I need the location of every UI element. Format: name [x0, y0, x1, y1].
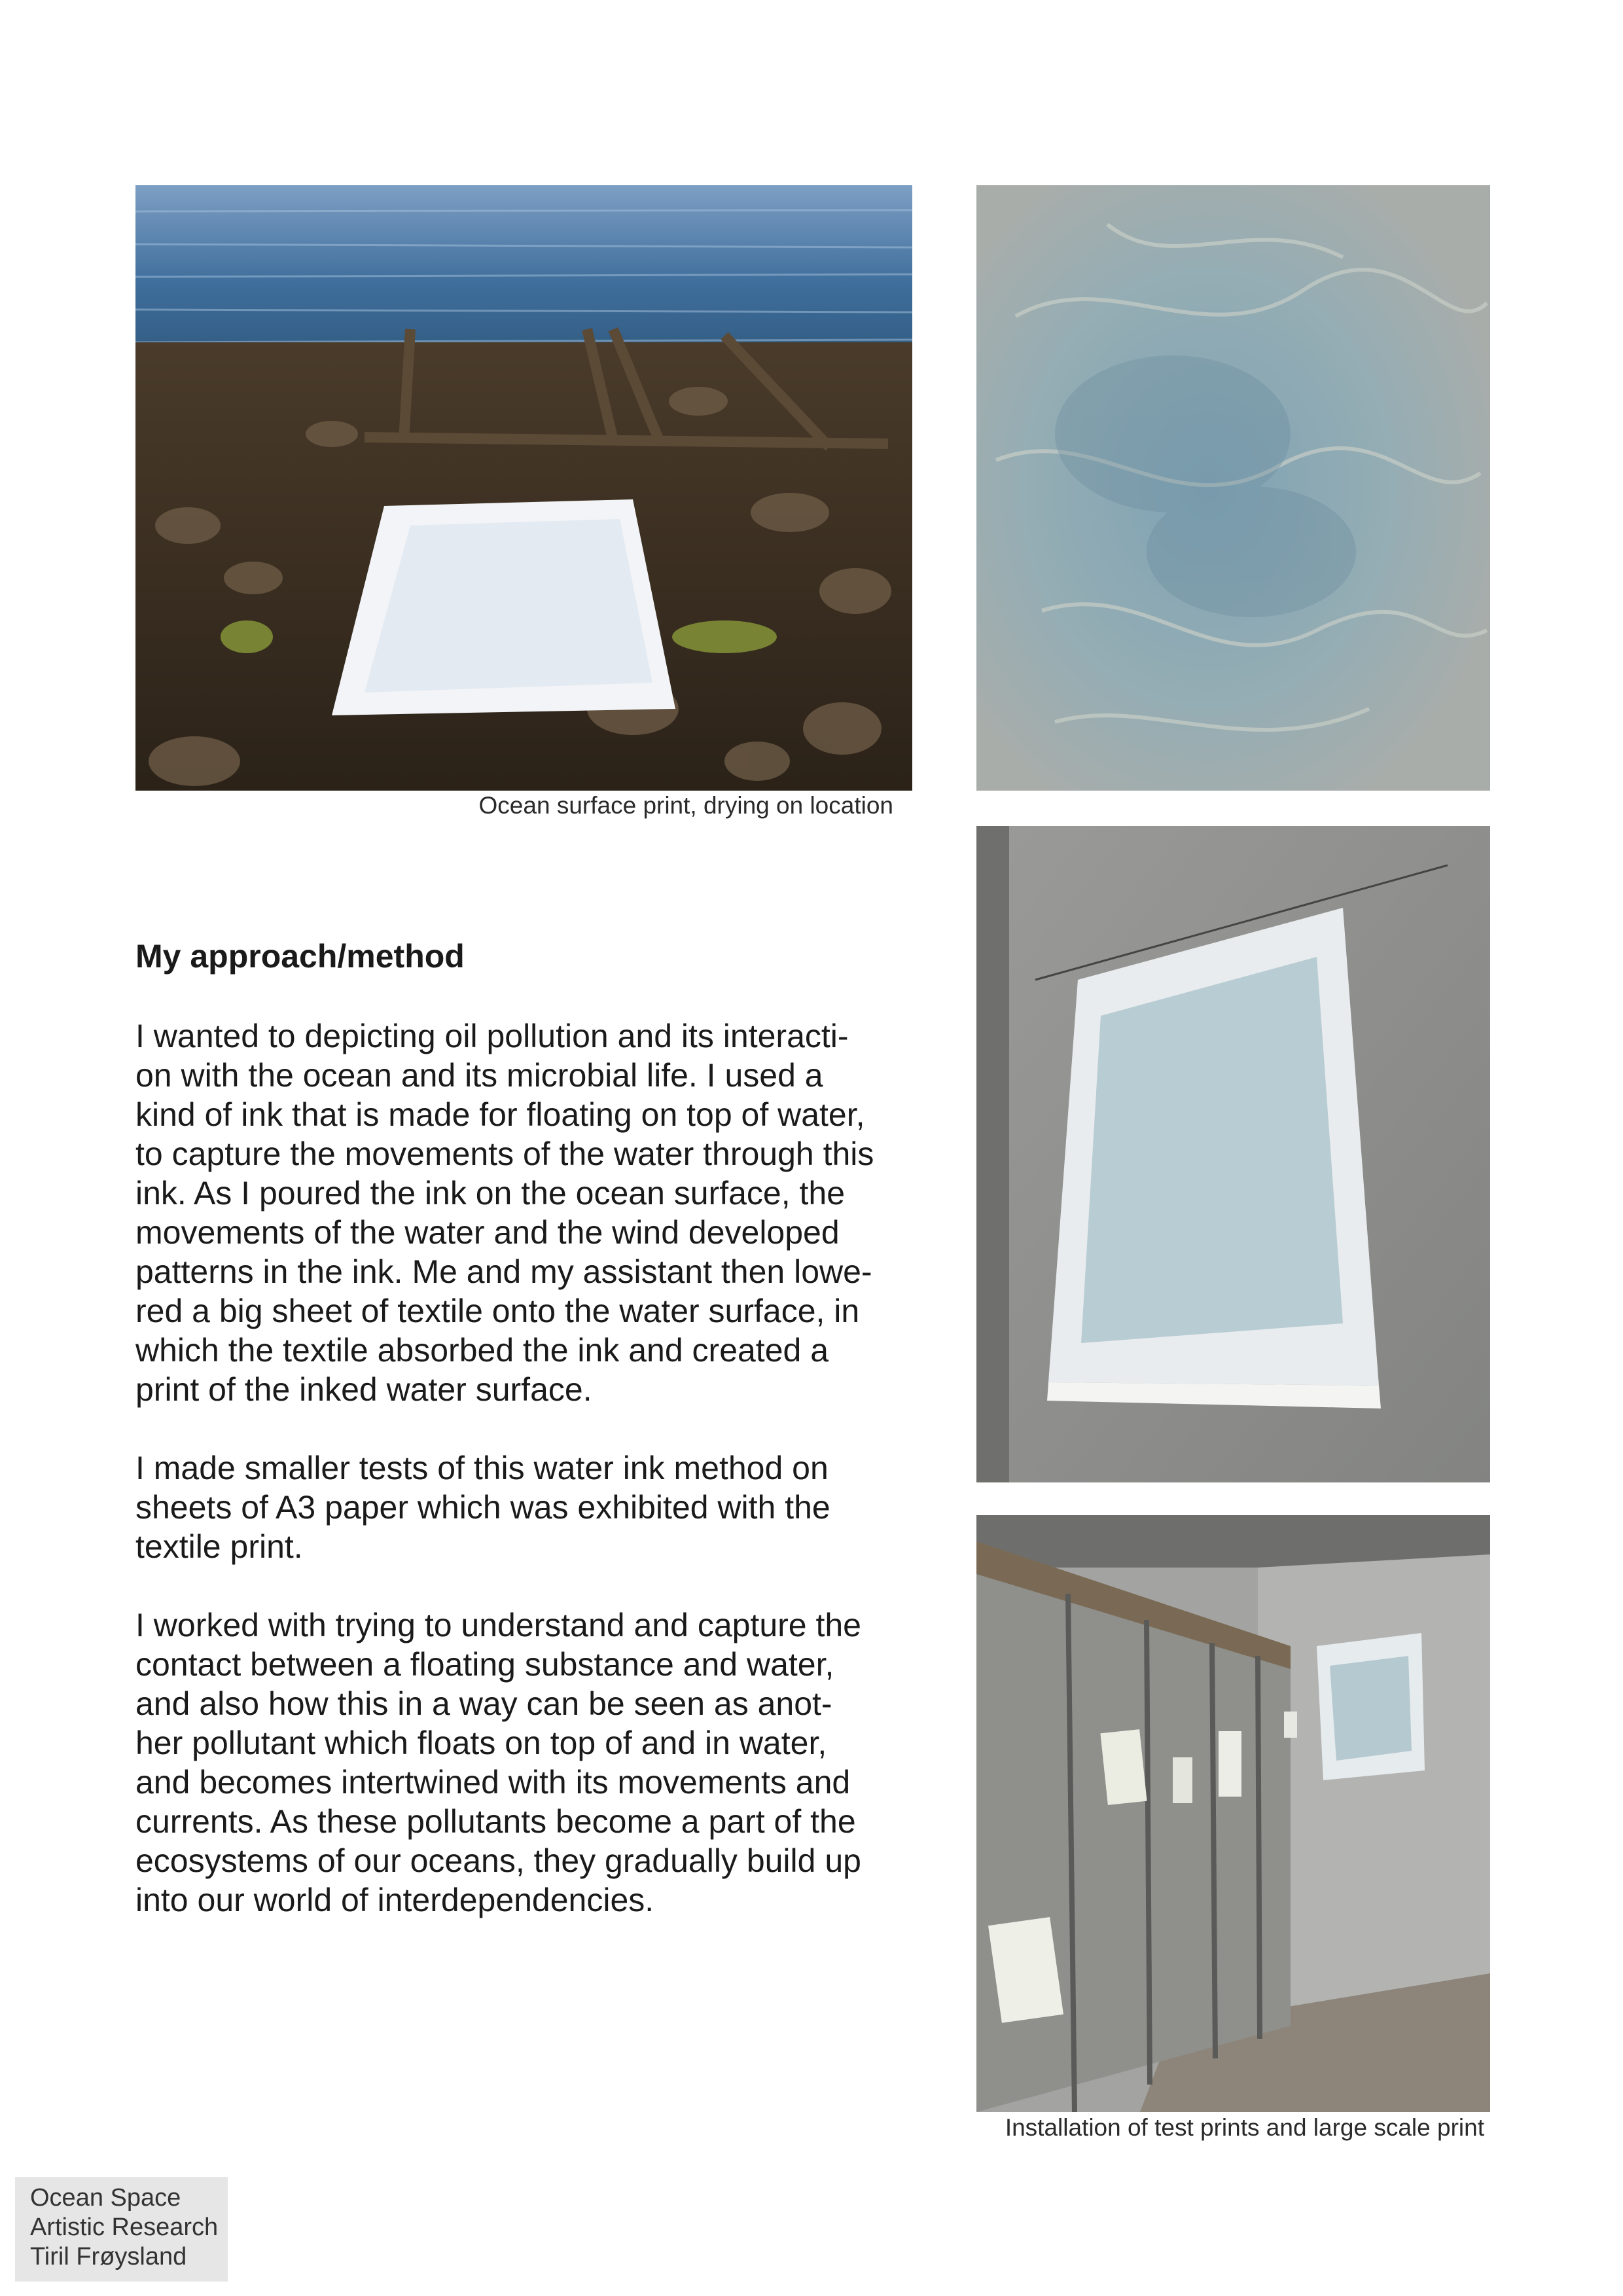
paragraph-line: I made smaller tests of this water ink method on [135, 1450, 829, 1486]
installation-photo-caption: Installation of test prints and large scale print [1005, 2114, 1484, 2141]
paragraph-2 [135, 1448, 908, 1566]
shore-photo [135, 185, 912, 791]
footer-line-author: Tiril Frøysland [30, 2243, 187, 2270]
paragraph-line: I worked with trying to understand and capture the [135, 1607, 861, 1643]
paragraph-line: to capture the movements of the water through this [135, 1136, 874, 1172]
paragraph-line: contact between a floating substance and water, [135, 1646, 834, 1683]
paragraph-line: ink. As I poured the ink on the ocean surface, the [135, 1175, 846, 1211]
paragraph-line: her pollutant which floats on top of and in water, [135, 1725, 827, 1761]
paragraph-1 [135, 1016, 908, 1409]
closeup-photo [976, 185, 1490, 791]
paragraph-line: ecosystems of our oceans, they gradually build up [135, 1842, 861, 1879]
shore-photo-caption: Ocean surface print, drying on location [478, 792, 893, 819]
footer-line-category: Artistic Research [30, 2214, 219, 2241]
paragraph-line: into our world of interdependencies. [135, 1882, 654, 1918]
paragraph-line: print of the inked water surface. [135, 1371, 592, 1408]
wall-photo [976, 826, 1490, 1482]
paragraph-line: which the textile absorbed the ink and created a [135, 1332, 829, 1369]
paragraph-3 [135, 1605, 908, 1920]
paragraph-line: patterns in the ink. Me and my assistant then lowe- [135, 1253, 872, 1290]
paragraph-line: movements of the water and the wind developed [135, 1214, 840, 1251]
paragraph-line: and becomes intertwined with its movements and [135, 1764, 851, 1801]
paragraph-line: textile print. [135, 1528, 303, 1565]
paragraph-line: currents. As these pollutants become a part of the [135, 1803, 856, 1840]
footer-label [15, 2177, 228, 2282]
installation-photo [976, 1515, 1490, 2112]
footer-line-project: Ocean Space [30, 2184, 181, 2212]
paragraph-line: and also how this in a way can be seen as anot- [135, 1685, 832, 1722]
paragraph-line: sheets of A3 paper which was exhibited with the [135, 1489, 830, 1526]
paragraph-line: red a big sheet of textile onto the water surface, in [135, 1293, 860, 1329]
paragraph-line: on with the ocean and its microbial life. I used a [135, 1057, 823, 1094]
paragraph-line: I wanted to depicting oil pollution and its interacti- [135, 1018, 849, 1054]
paragraph-line: kind of ink that is made for floating on top of water, [135, 1096, 865, 1133]
section-heading: My approach/method [135, 938, 465, 975]
